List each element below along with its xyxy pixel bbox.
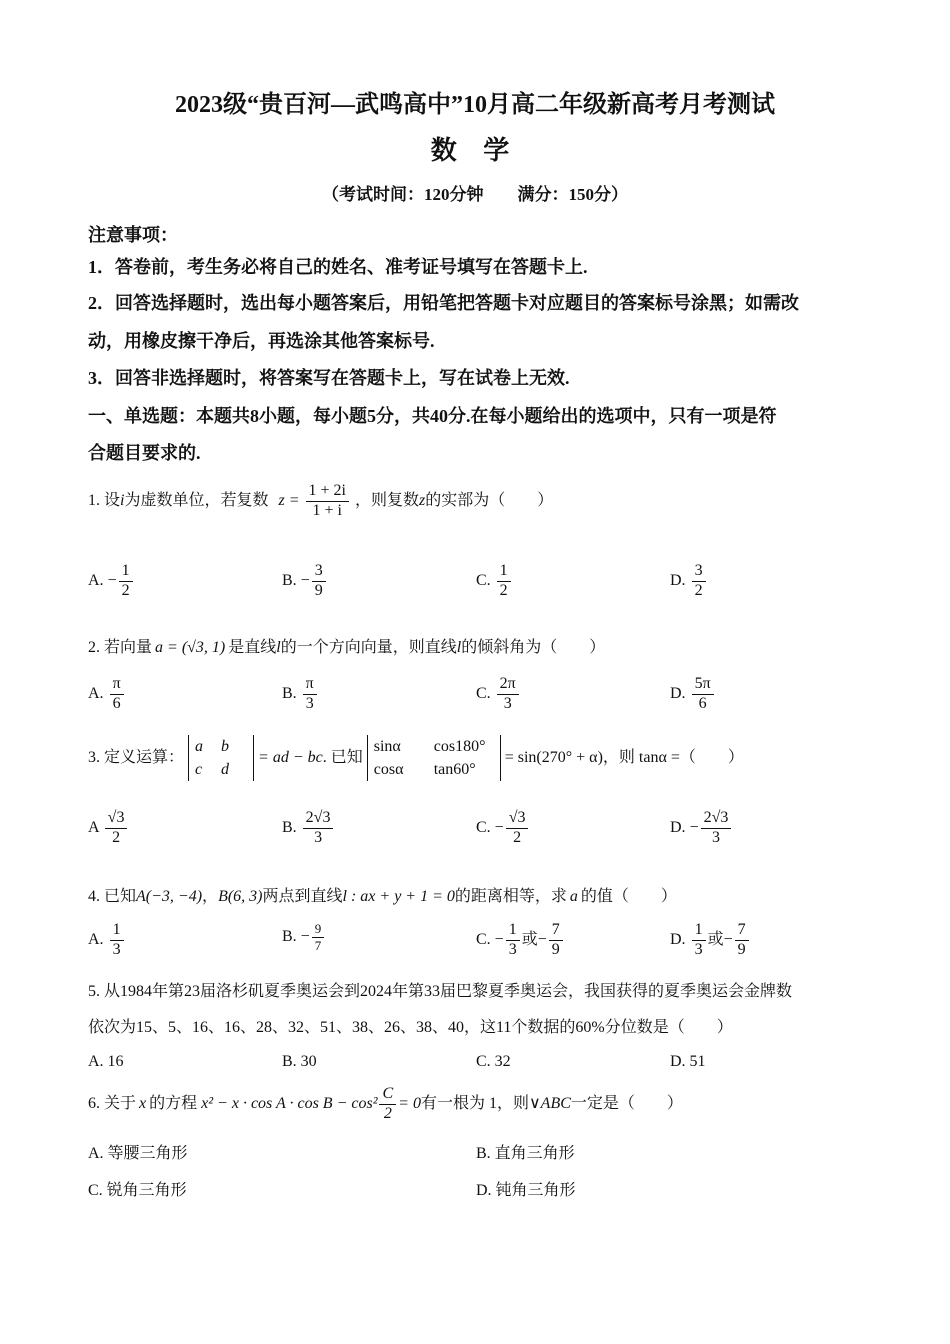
option-sign: −: [300, 927, 310, 945]
q3-definition-matrix: [188, 735, 254, 781]
q3-m11: sinα: [373, 738, 401, 755]
option-den: 2: [694, 581, 703, 599]
q1-fraction: [306, 483, 349, 520]
q3-end: ，则 tanα =（ ）: [602, 748, 744, 766]
option-label: A: [88, 818, 99, 836]
q6-end: 有一根为 1，则∨: [420, 1094, 541, 1112]
option-fraction: [692, 563, 706, 600]
q2-l: l: [276, 639, 281, 656]
q6-end2: 一定是（ ）: [570, 1094, 683, 1112]
q4-prefix: 4. 已知: [88, 888, 137, 905]
q3-rhs: = sin(270° + α): [504, 748, 603, 766]
option-sign: −: [723, 930, 733, 948]
question-1: [88, 483, 553, 520]
q1-z2: z: [419, 491, 426, 509]
option-num: 2π: [497, 676, 519, 695]
q4-option-b[interactable]: [282, 922, 326, 952]
q2-option-c[interactable]: [476, 676, 521, 713]
option-num: 2√3: [701, 810, 732, 829]
option-den: 2: [121, 581, 130, 599]
q1-prefix: 1. 设: [88, 491, 121, 509]
q1-num: 1 + 2i: [306, 483, 349, 502]
q4-point-b: B(6, 3): [218, 888, 263, 905]
option-fraction: [303, 676, 317, 713]
option-label: D.: [670, 818, 686, 836]
option-sign: −: [300, 571, 310, 589]
subject-title: 数 学: [430, 136, 520, 165]
option-label: D.: [670, 571, 686, 589]
option-den: 3: [694, 940, 703, 958]
option-label: D.: [670, 930, 686, 948]
option-den: 3: [112, 940, 121, 958]
option-fraction: [692, 676, 714, 713]
section-heading-cont: 合题目要求的.: [88, 443, 201, 463]
q2-mid2: 的一个方向向量，则直线: [280, 639, 457, 656]
option-den: 3: [711, 828, 720, 846]
option-fraction: [506, 922, 520, 959]
question-6: [88, 1086, 683, 1123]
q6-option-d[interactable]: D. 钝角三角形: [476, 1182, 576, 1199]
q1-den: 1 + i: [312, 501, 342, 519]
option-num: 7: [549, 922, 563, 941]
option-fraction: [312, 563, 326, 600]
q6-equation: x² − x · cos A · cos B − cos²: [201, 1094, 378, 1112]
q6-abc: ABC: [540, 1094, 571, 1112]
option-label: A.: [88, 684, 104, 702]
q4-mid: 两点到直线: [262, 888, 343, 905]
question-5-line-1: 5. 从1984年第23届洛杉矶夏季奥运会到2024年第33届巴黎夏季奥运会，我国获得的夏季奥运会金牌数: [88, 983, 793, 1000]
option-fraction: [497, 563, 511, 600]
option-fraction: [303, 810, 334, 847]
option-fraction: [506, 810, 529, 847]
option-or: 或: [707, 930, 724, 948]
q6-x: x: [139, 1094, 147, 1112]
option-num: 1: [692, 922, 706, 941]
option-label: B.: [282, 571, 297, 589]
option-label: B.: [282, 927, 297, 945]
q1-option-c[interactable]: [476, 563, 513, 600]
option-num: π: [303, 676, 317, 695]
option-den: 9: [737, 940, 746, 958]
q1-suffix: ，则复数: [354, 491, 419, 509]
q4-mid2: 的距离相等，求: [454, 888, 567, 905]
option-sign: −: [689, 818, 699, 836]
q6-option-a[interactable]: A. 等腰三角形: [88, 1145, 188, 1162]
q1-mid: 为虚数单位，若复数: [124, 491, 269, 509]
option-den: 2: [499, 581, 508, 599]
section-heading: 一、单选题：本题共8小题，每小题5分，共40分.在每小题给出的选项中，只有一项是符: [88, 406, 777, 426]
option-fraction: [701, 810, 732, 847]
option-num: 3: [312, 563, 326, 582]
q6-num: C: [379, 1086, 396, 1105]
question-2: [88, 634, 605, 657]
q5-option-b[interactable]: B. 30: [282, 1053, 317, 1070]
q3-prefix: 3. 定义运算：: [88, 748, 185, 766]
option-label: B.: [282, 684, 297, 702]
option-num: √3: [506, 810, 529, 829]
option-label: A.: [88, 571, 104, 589]
question-3: [88, 735, 744, 781]
note-item-3: 3．回答非选择题时，将答案写在答题卡上，写在试卷上无效.: [88, 368, 570, 388]
q4-option-d[interactable]: [670, 922, 751, 959]
option-fraction: [692, 922, 706, 959]
option-num: 1: [110, 922, 124, 941]
notes-heading: 注意事项：: [88, 225, 178, 245]
q1-end: 的实部为（ ）: [425, 491, 554, 509]
option-fraction: [119, 563, 133, 600]
q4-a: a: [569, 888, 578, 905]
q5-option-c[interactable]: C. 32: [476, 1053, 511, 1070]
option-den: 3: [508, 940, 517, 958]
option-den: 9: [314, 581, 323, 599]
option-label: C.: [476, 930, 491, 948]
q2-option-d[interactable]: [670, 676, 716, 713]
q4-point-a: A(−3, −4): [136, 888, 203, 905]
q3-m22: tan60°: [433, 761, 476, 779]
note-item-2: 2．回答选择题时，选出每小题答案后，用铅笔把答题卡对应题目的答案标号涂黑；如需改: [88, 293, 799, 313]
option-den: 3: [305, 694, 314, 712]
q2-l2: l: [456, 639, 462, 656]
q6-prefix: 6. 关于: [88, 1094, 137, 1112]
q1-option-d[interactable]: [670, 563, 708, 600]
q3-option-b[interactable]: [282, 810, 335, 847]
option-label: B.: [282, 818, 297, 836]
option-label: D.: [670, 684, 686, 702]
q3-c: c: [195, 761, 203, 779]
option-num: 3: [692, 563, 706, 582]
q3-d: d: [221, 761, 230, 779]
option-den: 6: [112, 694, 121, 712]
q2-option-a[interactable]: [88, 676, 126, 713]
q2-vector: a = (√3, 1): [155, 639, 226, 656]
q4-option-c[interactable]: [476, 922, 565, 959]
q1-i: i: [120, 491, 125, 509]
option-num: 7: [735, 922, 749, 941]
q4-comma: ，: [202, 888, 219, 905]
option-num: 9: [312, 922, 325, 938]
q4-option-a[interactable]: [88, 922, 126, 959]
q1-z: z =: [278, 491, 300, 509]
option-sign: −: [494, 818, 504, 836]
q4-line: l : ax + y + 1 = 0: [342, 888, 455, 905]
q2-prefix: 2. 若向量: [88, 639, 153, 656]
option-num: 1: [506, 922, 520, 941]
q3-mid: . 已知: [322, 748, 363, 766]
q6-den: 2: [383, 1104, 392, 1122]
option-or: 或: [521, 930, 538, 948]
q6-mid: 的方程: [149, 1094, 198, 1112]
q5-option-d[interactable]: D. 51: [670, 1053, 706, 1070]
option-label: C.: [476, 684, 491, 702]
option-fraction: [497, 676, 519, 713]
option-den: 7: [314, 937, 322, 953]
q3-a: a: [195, 738, 204, 755]
q2-option-b[interactable]: [282, 676, 319, 713]
q3-definition: = ad − bc: [258, 748, 323, 766]
option-den: 3: [503, 694, 512, 712]
exam-title: 2023级“贵百河—武鸣高中”10月高二年级新高考月考测试: [175, 92, 775, 118]
note-item-1: 1．答卷前，考生务必将自己的姓名、准考证号填写在答题卡上.: [88, 257, 588, 277]
option-fraction: [735, 922, 749, 959]
q4-end: 的值（ ）: [580, 888, 677, 905]
option-sign: −: [494, 930, 504, 948]
option-num: 1: [497, 563, 511, 582]
q6-equation-end: = 0: [398, 1094, 421, 1112]
q3-option-a[interactable]: [88, 810, 129, 847]
q6-option-b[interactable]: B. 直角三角形: [476, 1145, 575, 1162]
note-item-2-cont: 动，用橡皮擦干净后，再选涂其他答案标号.: [88, 331, 435, 351]
q2-end: 的倾斜角为（ ）: [461, 639, 606, 656]
option-sign: −: [107, 571, 117, 589]
option-den: 6: [698, 694, 707, 712]
option-fraction: [110, 922, 124, 959]
option-sign: −: [537, 930, 547, 948]
option-den: 9: [551, 940, 560, 958]
question-5-line-2: 依次为15、5、16、16、28、32、51、38、26、38、40，这11个数据的60%分位数是（ ）: [88, 1019, 733, 1036]
option-label: C.: [476, 571, 491, 589]
q3-m12: cos180°: [433, 738, 486, 755]
option-den: 2: [112, 828, 121, 846]
q1-option-a[interactable]: [88, 563, 135, 600]
exam-info: （考试时间：120分钟 满分：150分）: [322, 185, 628, 204]
option-fraction: [549, 922, 563, 959]
q2-mid: 是直线: [228, 639, 277, 656]
option-num: 5π: [692, 676, 714, 695]
q3-option-d[interactable]: [670, 810, 733, 847]
option-den: 2: [513, 828, 522, 846]
q3-b: b: [221, 738, 230, 755]
option-fraction: [105, 810, 128, 847]
q6-option-c[interactable]: C. 锐角三角形: [88, 1182, 187, 1199]
option-label: A.: [88, 930, 104, 948]
q1-option-b[interactable]: [282, 563, 328, 600]
option-num: π: [110, 676, 124, 695]
q3-given-matrix: [367, 735, 501, 781]
option-fraction: [312, 922, 325, 952]
option-num: √3: [105, 810, 128, 829]
option-label: C.: [476, 818, 491, 836]
question-4: [88, 883, 677, 906]
option-num: 2√3: [303, 810, 334, 829]
option-num: 1: [119, 563, 133, 582]
q5-option-a[interactable]: A. 16: [88, 1053, 124, 1070]
option-den: 3: [314, 828, 323, 846]
q6-fraction: [379, 1086, 396, 1123]
q3-option-c[interactable]: [476, 810, 530, 847]
q3-m21: cosα: [373, 761, 404, 779]
option-fraction: [110, 676, 124, 713]
